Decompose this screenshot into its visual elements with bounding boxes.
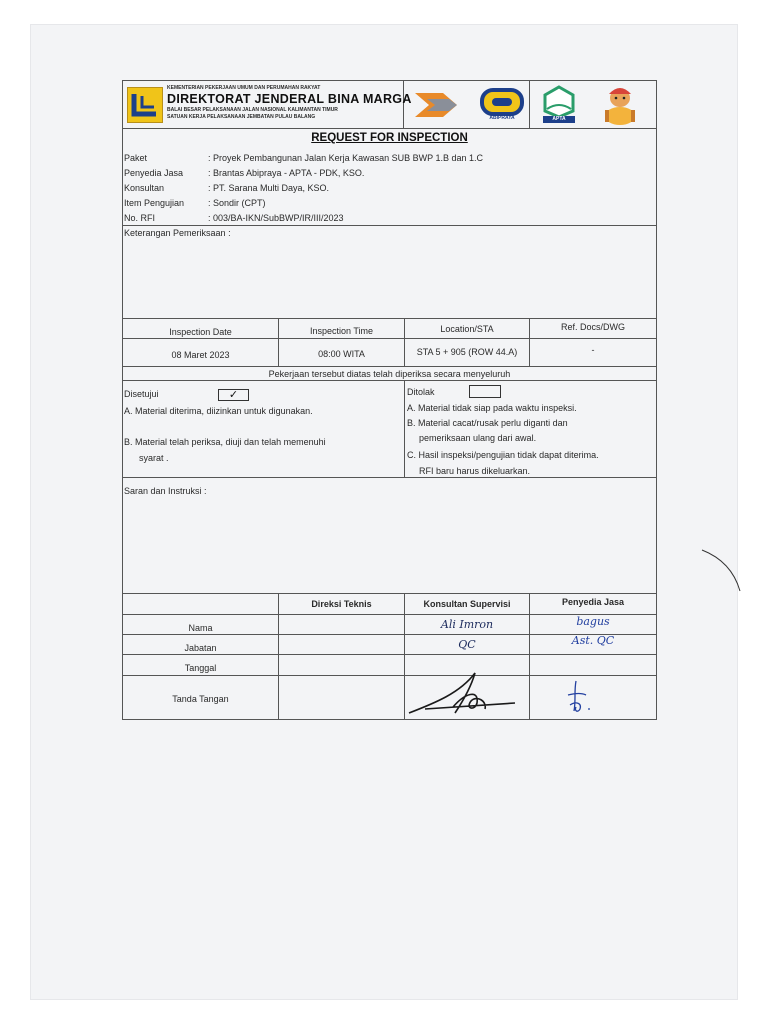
apta-logo: APTA — [539, 85, 579, 125]
konsultan-signature — [405, 667, 529, 719]
satuan-line: SATUAN KERJA PELAKSANAAN JEMBATAN PULAU BALANG — [167, 114, 316, 120]
col-konsultan-supervisi: Konsultan Supervisi — [423, 599, 511, 609]
value-location: STA 5 + 905 (ROW 44.A) — [416, 347, 518, 357]
pen-stroke-mark — [700, 545, 745, 595]
col-direksi-teknis: Direksi Teknis — [311, 599, 372, 609]
info-value-item: : Sondir (CPT) — [208, 198, 266, 208]
rejected-item-a: A. Material tidak siap pada waktu inspeksi. — [407, 403, 577, 413]
konsultan-nama-handwritten: Ali Imron — [440, 618, 494, 631]
pu-logo — [127, 87, 163, 123]
rejected-label: Ditolak — [407, 387, 435, 397]
approved-item-b: B. Material telah periksa, diuji dan telah memenuhi — [124, 437, 326, 447]
row-nama: Nama — [188, 623, 213, 633]
form-title: REQUEST FOR INSPECTION — [311, 132, 468, 144]
saran-label: Saran dan Instruksi : — [124, 486, 207, 496]
info-label-paket: Paket — [124, 153, 148, 163]
penyedia-nama-handwritten: bagus — [576, 615, 610, 628]
info-value-paket: : Proyek Pembangunan Jalan Kerja Kawasan SUB BWP 1.B dan 1.C — [208, 153, 483, 163]
arrows-logo — [413, 89, 471, 121]
penyedia-signature — [530, 675, 656, 719]
abipraya-logo: ABIPRAYA — [478, 87, 526, 125]
value-ref-docs: - — [591, 345, 595, 355]
rejected-item-c: C. Hasil inspeksi/pengujian tidak dapat diterima. — [407, 450, 599, 460]
header-ref-docs: Ref. Docs/DWG — [560, 322, 625, 332]
approved-label: Disetujui — [124, 389, 159, 399]
rejected-item-c-cont: RFI baru harus dikeluarkan. — [419, 466, 531, 476]
approved-checkbox[interactable]: ✓ — [218, 389, 249, 401]
penyedia-jabatan-handwritten: Ast. QC — [571, 634, 615, 647]
checked-statement: Pekerjaan tersebut diatas telah diperiksa secara menyeluruh — [268, 369, 511, 379]
value-inspection-time: 08:00 WITA — [318, 349, 365, 359]
directorate-title: DIREKTORAT JENDERAL BINA MARGA — [167, 92, 412, 106]
info-value-konsultan: : PT. Sarana Multi Daya, KSO. — [208, 183, 330, 193]
header-location: Location/STA — [440, 324, 494, 334]
rejected-item-b: B. Material cacat/rusak perlu diganti dan — [407, 418, 568, 428]
info-label-item: Item Pengujian — [124, 198, 185, 208]
row-tanggal: Tanggal — [184, 663, 217, 673]
header-inspection-time: Inspection Time — [309, 326, 374, 336]
konsultan-jabatan-handwritten: QC — [458, 638, 476, 651]
rfi-form — [122, 80, 657, 720]
approved-item-a: A. Material diterima, diizinkan untuk digunakan. — [124, 406, 313, 416]
col-penyedia-jasa: Penyedia Jasa — [561, 597, 625, 607]
ministry-line: KEMENTERIAN PEKERJAAN UMUM DAN PERUMAHAN RAKYAT — [167, 85, 321, 91]
rejected-item-b-cont: pemeriksaan ulang dari awal. — [419, 433, 537, 443]
header-inspection-date: Inspection Date — [169, 327, 232, 337]
row-tanda-tangan: Tanda Tangan — [172, 694, 229, 704]
info-value-penyedia: : Brantas Abipraya - APTA - PDK, KSO. — [208, 168, 365, 178]
info-label-rfi: No. RFI — [124, 213, 156, 223]
mascot-logo — [597, 84, 643, 126]
info-value-rfi: : 003/BA-IKN/SubBWP/IR/III/2023 — [208, 213, 344, 223]
rejected-checkbox[interactable] — [469, 385, 501, 398]
info-label-konsultan: Konsultan — [124, 183, 165, 193]
balai-line: BALAI BESAR PELAKSANAAN JALAN NASIONAL KALIMANTAN TIMUR — [167, 107, 338, 113]
keterangan-label: Keterangan Pemeriksaan : — [124, 228, 231, 238]
value-inspection-date: 08 Maret 2023 — [171, 350, 230, 360]
row-jabatan: Jabatan — [184, 643, 217, 653]
approved-item-b-cont: syarat . — [139, 453, 169, 463]
info-label-penyedia: Penyedia Jasa — [124, 168, 184, 178]
